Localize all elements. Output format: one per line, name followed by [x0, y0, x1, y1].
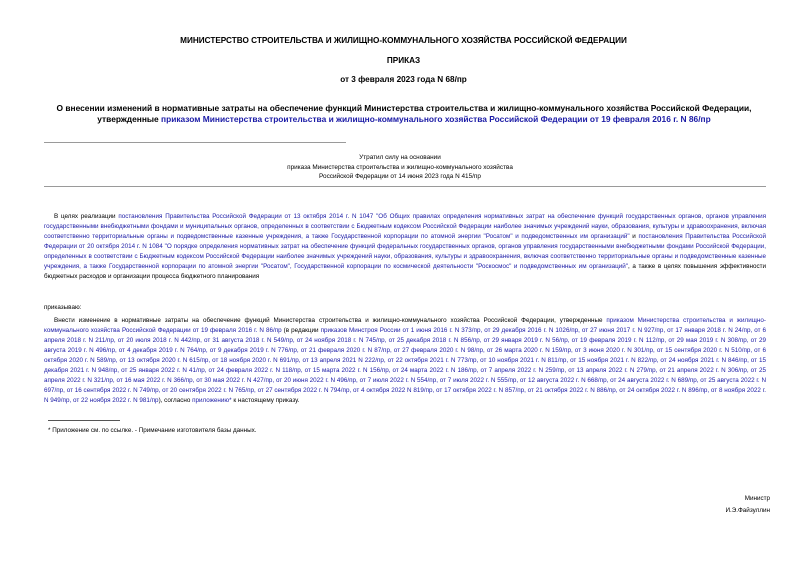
- preamble-link-1047[interactable]: постановления Правительства Российской Федерации от 13 октября 2014 г. N 1047 "Об Общих правилах определения нормативных затрат на обеспечение функций государственных органов, органов управления государственными внебюджетными фондами и муниципальных органов, определенных в соответствии с Бюджетным кодексом Российской Федерации наиболее значимых учреждений науки, образования, культуры и здравоохранения, включая соответственно территориальные органы и подведомственные казенные учреждения, а также Государственной корпорации по атомной энергии "Росатом" и подведомственных им организаций": [44, 213, 766, 240]
- main-paragraph: [44, 316, 766, 406]
- preamble-paragraph: [44, 212, 766, 282]
- main-link-appendix[interactable]: приложению*: [192, 397, 232, 404]
- main-text-according: ), согласно: [158, 397, 193, 404]
- order-date-number: от 3 февраля 2023 года N 68/пр: [340, 75, 467, 84]
- order-word: приказываю:: [44, 304, 82, 311]
- lost-force-line: Утратил силу на основании: [359, 154, 441, 161]
- main-text-edition: (в редакции: [281, 327, 321, 334]
- order-title: [44, 103, 764, 125]
- main-link-amendments[interactable]: приказов Минстроя России от 1 июня 2016 г. N 373/пр, от 29 декабря 2016 г. N 1026/пр, от 27 июня 2017 г. N 927/пр, от 17 января 2018 г. N 24/пр, от 6 апреля 2018 г. N 211/пр, от 20 июля 2018 г. N 442/пр, от 31 августа 2018 г. N 549/пр, от 24 ноября 2018 г. N 745/пр, от 25 декабря 2018 г. N 856/пр, от 29 января 2019 г. N 56/пр, от 19 февраля 2019 г. N 112/пр, от 29 мая 2019 г. N 308/пр, от 29 августа 2019 г. N 496/пр, от 4 декабря 2019 г. N 764/пр, от 9 декабря 2019 г. N 776/пр, от 21 февраля 2020 г. N 87/пр, от 27 февраля 2020 г. N 98/пр, от 26 марта 2020 г. N 159/пр, от 3 июня 2020 г. N 301/пр, от 15 сентября 2020 г. N 510/пр, от 6 октября 2020 г. N 589/пр, от 13 октября 2020 г. N 615/пр, от 18 ноября 2020 г. N 691/пр, от 13 апреля 2021 N 222/пр, от 22 октября 2021 г. N 773/пр, от 10 ноября 2021 г. N 811/пр, от 15 ноября 2021 г. N 822/пр, от 24 ноября 2021 г. N 846/пр, от 15 декабря 2021 г. N 948/пр, от 25 января 2022 г. N 41/пр, от 24 февраля 2022 г. N 118/пр, от 15 марта 2022 г. N 156/пр, от 24 марта 2022 г. N 186/пр, от 7 апреля 2022 г. N 259/пр, от 13 апреля 2022 г. N 279/пр, от 21 апреля 2022 г. N 306/пр, от 25 апреля 2022 г. N 321/пр, от 16 мая 2022 г. N 366/пр, от 30 мая 2022 г. N 427/пр, от 20 июня 2022 г. N 496/пр, от 7 июля 2022 г. N 554/пр, от 7 июля 2022 г. N 555/пр, от 12 августа 2022 г. N 668/пр, от 24 августа 2022 г. N 689/пр, от 25 августа 2022 г. N 697/пр, от 16 сентября 2022 г. N 749/пр, от 20 сентября 2022 г. N 765/пр, от 27 сентября 2022 г. N 794/пр, от 4 октября 2022 N 819/пр, от 17 октября 2022 г. N 857/пр, от 21 октября 2022 г. N 886/пр, от 24 октября 2022 г. N 896/пр, от 8 ноября 2022 г. N 949/пр, от 22 ноября 2022 г. N 981/пр: [44, 327, 766, 404]
- main-link-order-86[interactable]: приказом Министерства строительства и жилищно-коммунального хозяйства Российской Федерации от 19 февраля 2016 г. N 86/пр: [44, 317, 766, 334]
- main-text-start: Внести изменение в нормативные затраты на обеспечение функций Министерства строительства и жилищно-коммунального хозяйства Российской Федерации, утвержденные: [54, 317, 607, 324]
- footnote-divider: [48, 420, 120, 421]
- signature-name: И.Э.Файзуллин: [725, 507, 770, 514]
- document-type: ПРИКАЗ: [386, 56, 421, 65]
- preamble-link-1084[interactable]: постановления Правительства Российской Федерации от 20 октября 2014 г. N 1084 "О порядке определения нормативных затрат на обеспечение функций федеральных государственных органов, органов управления государственными внебюджетными фондами Российской Федерации, определенных в соответствии с Бюджетным кодексом Российской Федерации наиболее значимых учреждений науки, образования, культуры и здравоохранения, включая соответственно территориальные органы и подведомственные казенные учреждения, а также Государственной корпорации по атомной энергии "Росатом", Государственной корпорации по космической деятельности "Роскосмос" и подведомственных им организаций": [44, 233, 766, 270]
- preamble-text-end: , а также в целях повышения эффективности бюджетных расходов и организации процесса бюджетного планирования: [44, 263, 766, 280]
- signature-position: Министр: [744, 495, 770, 502]
- order-title-link[interactable]: приказом Министерства строительства и жилищно-коммунального хозяйства Российской Федерации от 19 февраля 2016 г. N 86/пр: [161, 114, 711, 124]
- footnote: * Приложение см. по ссылке. - Примечание изготовителя базы данных.: [48, 427, 257, 434]
- ministry-name: МИНИСТЕРСТВО СТРОИТЕЛЬСТВА И ЖИЛИЩНО-КОММУНАЛЬНОГО ХОЗЯЙСТВА РОССИЙСКОЙ ФЕДЕРАЦИИ: [180, 36, 627, 45]
- divider-top: [44, 142, 346, 143]
- lost-force-note: [250, 153, 550, 182]
- preamble-text-start: В целях реализации: [54, 213, 119, 220]
- divider-bottom: [44, 186, 766, 187]
- preamble-text-and: и: [629, 233, 639, 240]
- lost-force-link-line2[interactable]: Российской Федерации от 14 июня 2023 года N 415/пр: [319, 173, 481, 180]
- order-title-text: О внесении изменений в нормативные затраты на обеспечение функций Министерства строительства и жилищно-коммунального хозяйства Российской Федерации, утвержденные: [56, 103, 752, 124]
- lost-force-link-line1[interactable]: приказа Министерства строительства и жилищно-коммунального хозяйства: [287, 163, 513, 171]
- main-text-end: к настоящему приказу.: [231, 397, 300, 404]
